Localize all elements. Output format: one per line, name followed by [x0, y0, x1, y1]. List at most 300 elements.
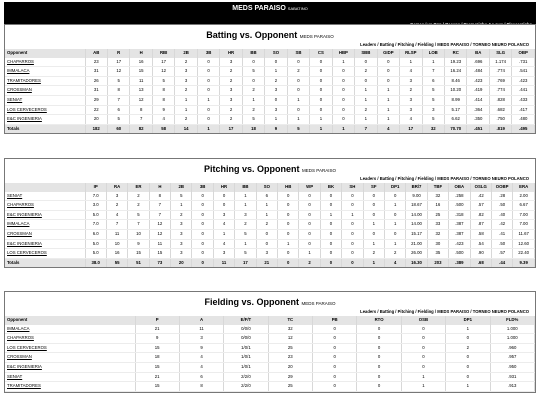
stat-cell: 3.0: [85, 201, 106, 211]
section-title-text: Pitching vs. Opponent: [204, 164, 300, 174]
stat-cell: 0: [299, 192, 320, 201]
stat-cell: .423: [449, 239, 470, 249]
team-subtitle: SABATINO: [287, 6, 308, 11]
opponent-cell: [5, 105, 85, 115]
stat-cell: 0: [313, 353, 357, 363]
stat-cell: 7.00: [513, 220, 535, 230]
col-header-bb: BB: [235, 183, 256, 192]
opponent-cell: [5, 334, 135, 344]
stat-cell: .541: [512, 67, 535, 77]
stat-cell: 9: [179, 343, 223, 353]
stat-cell: 1: [171, 201, 192, 211]
col-header-rc: RC: [445, 49, 467, 58]
stat-cell: 0: [310, 95, 332, 105]
opponent-link[interactable]: SENIAT: [7, 96, 23, 102]
stat-cell: 17: [152, 58, 174, 67]
stat-cell: .40: [491, 210, 512, 220]
totals-cell: 1: [363, 258, 384, 267]
opponent-link[interactable]: CROSSMAN: [7, 354, 32, 360]
section-nav-link-leaders[interactable]: Leaders: [360, 176, 377, 181]
stat-cell: 0: [342, 239, 363, 249]
stat-cell: 7: [149, 210, 170, 220]
stat-cell: 23: [268, 353, 312, 363]
stat-cell: 1: [278, 239, 299, 249]
stat-cell: 0: [313, 343, 357, 353]
col-header-e-f-t: E/F/T: [224, 316, 268, 325]
table-row: [5, 382, 535, 392]
stat-cell: 1: [213, 229, 234, 239]
table-row: [5, 86, 535, 96]
stat-cell: 3: [171, 249, 192, 259]
stat-cell: 5: [128, 210, 149, 220]
stat-cell: .500: [449, 201, 470, 211]
stat-cell: 4: [400, 115, 422, 125]
stat-cell: .42: [470, 192, 491, 201]
table-row: [5, 353, 535, 363]
col-header-bb: BB: [242, 49, 264, 58]
stat-cell: .682: [489, 105, 511, 115]
col-header-oobp: OOBP: [491, 183, 512, 192]
stat-cell: 1: [235, 201, 256, 211]
stat-cell: 25: [268, 343, 312, 353]
stat-cell: .433: [512, 95, 535, 105]
stat-cell: 0: [197, 105, 219, 115]
stat-cell: 6.67: [513, 201, 535, 211]
stat-cell: 32: [427, 229, 448, 239]
stat-cell: .913: [490, 382, 535, 392]
stat-cell: 3: [400, 95, 422, 105]
totals-cell: 0: [342, 258, 363, 267]
stat-cell: 0: [446, 334, 490, 344]
stat-cell: 5: [422, 86, 444, 96]
opponent-cell: [5, 192, 85, 201]
stat-cell: 1: [265, 67, 287, 77]
col-header-2b: 2B: [171, 183, 192, 192]
totals-cell: 1: [197, 124, 219, 133]
totals-cell: 16.30: [406, 258, 427, 267]
stat-cell: 0: [278, 192, 299, 201]
stat-cell: 0: [310, 76, 332, 86]
table-row: [5, 229, 535, 239]
stat-cell: 0: [213, 201, 234, 211]
totals-cell: 0: [192, 258, 213, 267]
section-nav: Leaders / Batting / Pitching / Fielding / MEDS PARAISO / TORNEO NEURO POLANCO: [360, 309, 529, 314]
stat-cell: 15: [135, 382, 179, 392]
stat-cell: 0: [313, 372, 357, 382]
opponent-link[interactable]: TRAMITADORES: [7, 383, 41, 389]
stat-cell: 16: [427, 201, 448, 211]
table-row: [5, 201, 535, 211]
pitching-section: [4, 158, 536, 268]
stat-cell: 29: [85, 95, 107, 105]
col-header-ab: AB: [85, 49, 107, 58]
stat-cell: 1/0/1: [224, 343, 268, 353]
stat-cell: 0: [213, 192, 234, 201]
section-nav-link-fielding[interactable]: Fielding: [417, 42, 434, 47]
stat-cell: 5: [242, 115, 264, 125]
stat-cell: 1.000: [490, 325, 535, 334]
stat-cell: .57: [470, 201, 491, 211]
totals-cell: 55: [106, 258, 127, 267]
stat-cell: 10: [128, 229, 149, 239]
stat-cell: 1: [256, 210, 277, 220]
totals-cell: .389: [449, 258, 470, 267]
stat-cell: 14.00: [406, 210, 427, 220]
section-nav-link-meds-paraiso[interactable]: MEDS PARAISO: [437, 42, 470, 47]
section-nav-link-batting[interactable]: Batting: [379, 309, 395, 314]
col-header-dp1: DP1: [446, 316, 490, 325]
opponent-cell: [5, 325, 135, 334]
stat-cell: 0: [313, 325, 357, 334]
col-header-3b: 3B: [197, 49, 219, 58]
opponent-link[interactable]: IMMALACA: [7, 221, 30, 227]
stat-cell: 6: [422, 76, 444, 86]
col-header-sh: SH: [342, 183, 363, 192]
totals-cell: 17: [400, 124, 422, 133]
stat-cell: 1: [320, 210, 341, 220]
opponent-link[interactable]: CROSSMAN: [7, 87, 32, 93]
stat-cell: 0: [401, 353, 445, 363]
stat-cell: 3: [179, 334, 223, 344]
totals-cell: 20: [171, 258, 192, 267]
stat-cell: 1: [175, 105, 197, 115]
opponent-link[interactable]: IMMALACA: [7, 325, 30, 331]
stat-cell: 4: [213, 239, 234, 249]
opponent-link[interactable]: CHAPARROS: [7, 335, 34, 341]
totals-cell: 0: [320, 258, 341, 267]
stat-cell: 0: [278, 210, 299, 220]
opponent-cell: [5, 249, 85, 259]
col-header-so: SO: [265, 49, 287, 58]
stat-cell: 6: [179, 372, 223, 382]
stat-cell: .828: [489, 95, 511, 105]
stat-cell: 15: [135, 343, 179, 353]
stat-cell: .54: [470, 239, 491, 249]
stat-cell: 0: [192, 192, 213, 201]
table-row: [5, 192, 535, 201]
stat-cell: 30: [427, 239, 448, 249]
stat-cell: 0: [332, 67, 354, 77]
stat-cell: 2: [220, 115, 242, 125]
totals-row: [5, 258, 535, 267]
col-header-hr: HR: [220, 49, 242, 58]
col-header-lob: LOB: [422, 49, 444, 58]
totals-cell: 1: [310, 124, 332, 133]
stat-cell: 10.20: [445, 86, 467, 96]
stat-cell: 7.0: [85, 220, 106, 230]
header-row: [5, 183, 535, 192]
batting-table: [5, 49, 535, 133]
col-header-sbb: SBB: [355, 49, 377, 58]
stat-cell: 1/0/1: [224, 362, 268, 372]
totals-cell: 17: [220, 124, 242, 133]
stat-cell: 25: [268, 382, 312, 392]
opponent-link[interactable]: E&C INGENIERIA: [7, 211, 42, 217]
stat-cell: .57: [491, 249, 512, 259]
stat-cell: 20: [268, 362, 312, 372]
opponent-link[interactable]: CROSSMAN: [7, 230, 32, 236]
table-row: [5, 76, 535, 86]
col-header-ip: IP: [85, 183, 106, 192]
section-nav-link-torneo-neuro-polanco[interactable]: TORNEO NEURO POLANCO: [472, 309, 529, 314]
stat-cell: 7: [149, 201, 170, 211]
totals-cell: 5: [287, 124, 309, 133]
stat-cell: 5: [422, 115, 444, 125]
stat-cell: 2: [256, 220, 277, 230]
stat-cell: 6.62: [445, 115, 467, 125]
section-nav-link-leaders[interactable]: Leaders: [360, 309, 377, 314]
section-nav-link-pitching[interactable]: Pitching: [397, 176, 415, 181]
opponent-link[interactable]: LOS CERVECEROS: [7, 106, 47, 112]
stat-cell: 2: [171, 210, 192, 220]
col-header-ra: RA: [106, 183, 127, 192]
team-heading: [4, 5, 536, 12]
stat-cell: 11: [106, 229, 127, 239]
opponent-link[interactable]: E&C INGENIERIA: [7, 240, 42, 246]
stat-cell: 0: [265, 58, 287, 67]
stat-cell: 1: [287, 115, 309, 125]
stat-cell: 16: [130, 58, 152, 67]
stat-cell: 9: [128, 239, 149, 249]
stat-cell: .769: [489, 76, 511, 86]
stat-cell: 3: [171, 220, 192, 230]
stat-cell: 15: [130, 67, 152, 77]
stat-cell: 2: [355, 67, 377, 77]
stat-cell: 3: [220, 58, 242, 67]
opponent-link[interactable]: LOS CERVECEROS: [7, 250, 47, 256]
stat-cell: 4: [106, 210, 127, 220]
stat-cell: 18: [135, 353, 179, 363]
stat-cell: 1: [384, 201, 405, 211]
stat-cell: 0: [197, 58, 219, 67]
opponent-cell: [5, 229, 85, 239]
stat-cell: 0: [197, 67, 219, 77]
stat-cell: 1: [377, 115, 399, 125]
stat-cell: 1: [342, 210, 363, 220]
totals-cell: 73: [149, 258, 170, 267]
stat-cell: 5: [152, 76, 174, 86]
col-header-slg: SLG: [489, 49, 511, 58]
col-header-a: A: [179, 316, 223, 325]
stat-cell: 0: [401, 362, 445, 372]
stat-cell: 1.000: [490, 334, 535, 344]
stat-cell: 3: [175, 67, 197, 77]
stat-cell: 12: [149, 229, 170, 239]
opponent-link[interactable]: SENIAT: [7, 192, 23, 198]
stat-cell: 2: [220, 76, 242, 86]
stat-cell: 0: [384, 210, 405, 220]
opponent-cell: [5, 95, 85, 105]
table-row: [5, 58, 535, 67]
stat-cell: 0: [299, 201, 320, 211]
totals-cell: 82: [130, 124, 152, 133]
stat-cell: 0: [256, 239, 277, 249]
col-header-hr: HR: [213, 183, 234, 192]
col-header-p: P: [135, 316, 179, 325]
stat-cell: 2: [220, 67, 242, 77]
col-header-tc: TC: [268, 316, 312, 325]
stat-cell: 12: [152, 67, 174, 77]
stat-cell: 32: [268, 325, 312, 334]
stat-cell: 5.0: [85, 249, 106, 259]
table-row: [5, 372, 535, 382]
stat-cell: 0: [299, 220, 320, 230]
stat-cell: 0: [320, 201, 341, 211]
stat-cell: 11.67: [513, 229, 535, 239]
stat-cell: .50: [491, 239, 512, 249]
stat-cell: 7: [128, 220, 149, 230]
stat-cell: 1: [377, 95, 399, 105]
stat-cell: 0: [265, 95, 287, 105]
opponent-cell: [5, 382, 135, 392]
col-header-h: H: [149, 183, 170, 192]
table-row: [5, 325, 535, 334]
stat-cell: 0: [310, 58, 332, 67]
stat-cell: 0: [278, 249, 299, 259]
stat-cell: 0: [256, 229, 277, 239]
stat-cell: 4: [179, 362, 223, 372]
table-row: [5, 334, 535, 344]
stat-cell: 1: [332, 58, 354, 67]
section-nav-link-meds-paraiso[interactable]: MEDS PARAISO: [437, 176, 470, 181]
totals-cell: 182: [85, 124, 107, 133]
stat-cell: 2/2/0: [224, 372, 268, 382]
section-title: [5, 25, 535, 41]
stat-cell: 7.00: [513, 210, 535, 220]
table-row: [5, 343, 535, 353]
section-nav-link-torneo-neuro-polanco[interactable]: TORNEO NEURO POLANCO: [472, 176, 529, 181]
stat-cell: 1: [355, 115, 377, 125]
stat-cell: 2: [175, 115, 197, 125]
opponent-cell: [5, 343, 135, 353]
stat-cell: 2: [242, 86, 264, 96]
stat-cell: 0: [401, 343, 445, 353]
stat-cell: 0: [357, 325, 401, 334]
stat-cell: 0: [313, 382, 357, 392]
stat-cell: 1: [242, 95, 264, 105]
opponent-cell: [5, 76, 85, 86]
opponent-link[interactable]: IMMALACA: [7, 68, 30, 74]
stat-cell: 6.0: [85, 229, 106, 239]
opponent-link[interactable]: CHAPARROS: [7, 202, 34, 208]
stat-cell: 31: [85, 86, 107, 96]
col-header-bk: BK: [320, 183, 341, 192]
stat-cell: 0/0/0: [224, 334, 268, 344]
stat-cell: .931: [490, 372, 535, 382]
stat-cell: 7.0: [85, 192, 106, 201]
stat-cell: 0: [313, 334, 357, 344]
stat-cell: 3: [220, 86, 242, 96]
stat-cell: 3: [171, 229, 192, 239]
stat-cell: 0: [192, 201, 213, 211]
stat-cell: 1: [235, 192, 256, 201]
stat-cell: 2: [242, 105, 264, 115]
stat-cell: 3: [106, 192, 127, 201]
section-nav-link-torneo-neuro-polanco[interactable]: TORNEO NEURO POLANCO: [472, 42, 529, 47]
stat-cell: 1: [400, 58, 422, 67]
table-row: [5, 220, 535, 230]
stat-cell: 31: [85, 67, 107, 77]
stat-cell: 0: [287, 58, 309, 67]
stat-cell: 3: [171, 239, 192, 249]
table-row: [5, 249, 535, 259]
col-header-3b: 3B: [192, 183, 213, 192]
stat-cell: 4: [179, 353, 223, 363]
section-nav-link-fielding[interactable]: Fielding: [417, 309, 434, 314]
pitching-table: [5, 183, 535, 267]
stat-cell: 5: [235, 249, 256, 259]
stat-cell: 0: [342, 220, 363, 230]
stat-cell: 0: [357, 382, 401, 392]
opponent-link[interactable]: E&C INGENIERIA: [7, 116, 42, 122]
fielding-section: [4, 291, 536, 393]
stat-cell: 11: [149, 239, 170, 249]
opponent-link[interactable]: TRAMITADORES: [7, 77, 41, 83]
stat-cell: 0: [377, 58, 399, 67]
section-nav: Leaders / Batting / Pitching / Fielding / MEDS PARAISO / TORNEO NEURO POLANCO: [360, 42, 529, 47]
stat-cell: 0: [342, 201, 363, 211]
opponent-link[interactable]: CHAPARROS: [7, 58, 34, 64]
stat-cell: 26.00: [406, 249, 427, 259]
totals-cell: 21: [256, 258, 277, 267]
opponent-link[interactable]: SENIAT: [7, 373, 23, 379]
stat-cell: .87: [470, 220, 491, 230]
totals-cell: 0: [278, 258, 299, 267]
col-header-opponent: [5, 183, 85, 192]
stat-cell: 8: [130, 105, 152, 115]
col-header-osb: OSB: [401, 316, 445, 325]
stat-cell: 0: [384, 192, 405, 201]
stat-cell: 2: [287, 67, 309, 77]
section-nav-link-fielding[interactable]: Fielding: [417, 176, 434, 181]
section-team-name: MEDS PARAISO: [302, 168, 336, 173]
section-nav-link-meds-paraiso[interactable]: MEDS PARAISO: [437, 309, 470, 314]
stat-cell: .414: [467, 95, 489, 105]
stat-cell: .750: [489, 115, 511, 125]
stat-cell: .696: [467, 58, 489, 67]
stat-cell: 6: [256, 192, 277, 201]
stat-cell: 0: [357, 372, 401, 382]
stat-cell: 16.24: [445, 67, 467, 77]
section-nav-link-pitching[interactable]: Pitching: [397, 309, 415, 314]
stat-cell: .484: [467, 67, 489, 77]
opponent-link[interactable]: E&C INGENIERIA: [7, 363, 42, 369]
stat-cell: 0: [357, 362, 401, 372]
stat-cell: .82: [470, 210, 491, 220]
totals-cell: .44: [491, 258, 512, 267]
col-header-opponent: Opponent: [5, 49, 85, 58]
header-row: [5, 316, 535, 325]
stat-cell: 0: [313, 362, 357, 372]
section-nav-link-batting[interactable]: Batting: [379, 176, 395, 181]
opponent-link[interactable]: LOS CERVECEROS: [7, 344, 47, 350]
section-nav-link-pitching[interactable]: Pitching: [397, 42, 415, 47]
stat-cell: 2: [363, 249, 384, 259]
stat-cell: 3: [213, 249, 234, 259]
stat-cell: 3: [265, 86, 287, 96]
stat-cell: 35: [427, 249, 448, 259]
stat-cell: 0: [278, 220, 299, 230]
section-nav-link-batting[interactable]: Batting: [379, 42, 395, 47]
stat-cell: 9: [152, 105, 174, 115]
stat-cell: 0: [320, 229, 341, 239]
stat-cell: 0: [401, 325, 445, 334]
stat-cell: 1: [384, 220, 405, 230]
stat-cell: 0: [320, 220, 341, 230]
section-nav-link-leaders[interactable]: Leaders: [360, 42, 377, 47]
stat-cell: 1: [446, 382, 490, 392]
stat-cell: 2: [128, 192, 149, 201]
